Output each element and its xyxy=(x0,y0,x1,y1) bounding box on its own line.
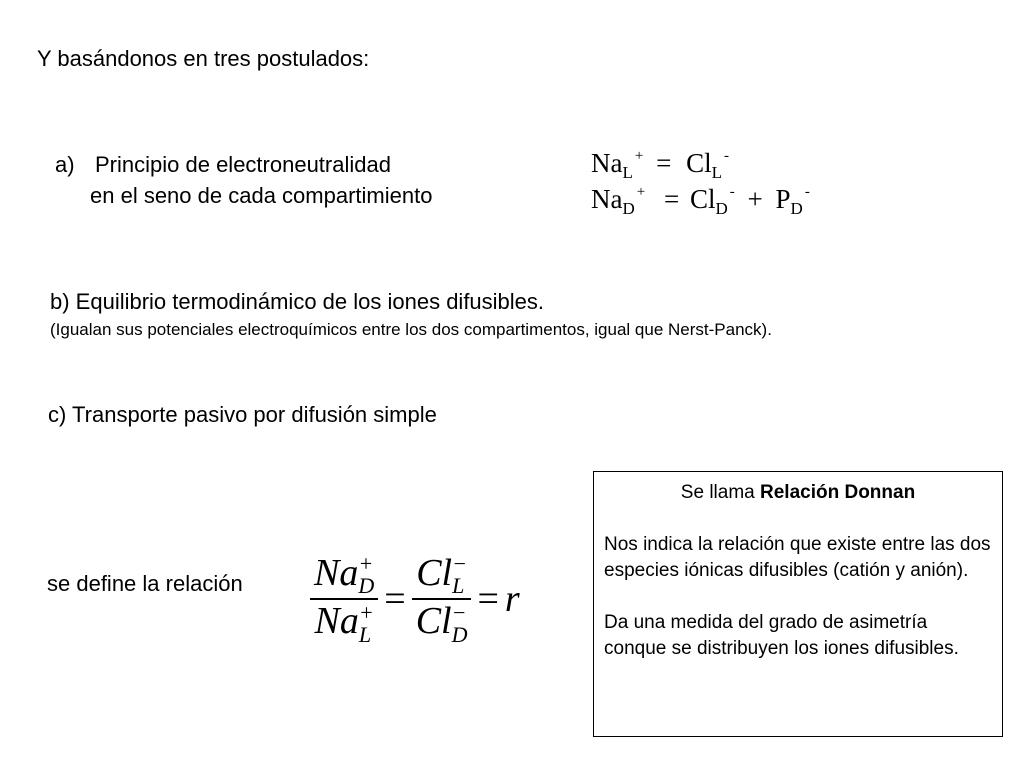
postulate-b-text: b) Equilibrio termodinámico de los iones difusibles. xyxy=(50,289,545,314)
info-box-paragraph-2: Da una medida del grado de asimetría conque se distribuyen los iones difusibles. xyxy=(604,612,959,659)
info-box-title: Se llama Relación Donnan xyxy=(680,482,916,503)
postulate-c-text: c) Transporte pasivo por difusión simple xyxy=(48,402,437,427)
info-box-paragraph-1: Nos indica la relación que existe entre las dos especies iónicas difusibles (catión y anión). xyxy=(604,534,991,581)
fraction-cl: Cl − L Cl − D xyxy=(412,552,472,647)
electroneutrality-equation-l: $Na_L^+ = Cl_L^-$ xyxy=(591,148,729,182)
electroneutrality-equation-d: $Na_D^+ = Cl_D^- + P_D^-$ xyxy=(591,184,810,218)
define-relation-text: se define la relación xyxy=(47,571,243,596)
postulate-a-line1: Principio de electroneutralidad xyxy=(95,152,391,177)
postulate-b-note: (Igualan sus potenciales electroquímicos entre los dos compartimentos, igual que Nerst-Panck). xyxy=(50,320,772,339)
donnan-ratio-formula: Na + D Na + L = Cl − L Cl − D = r xyxy=(310,552,520,647)
donnan-info-box xyxy=(593,471,1003,737)
postulate-a-label: a) xyxy=(55,152,75,177)
fraction-na: Na + D Na + L xyxy=(310,552,378,647)
postulate-a-line2: en el seno de cada compartimiento xyxy=(90,183,433,208)
slide-heading: Y basándonos en tres postulados: xyxy=(37,46,370,71)
